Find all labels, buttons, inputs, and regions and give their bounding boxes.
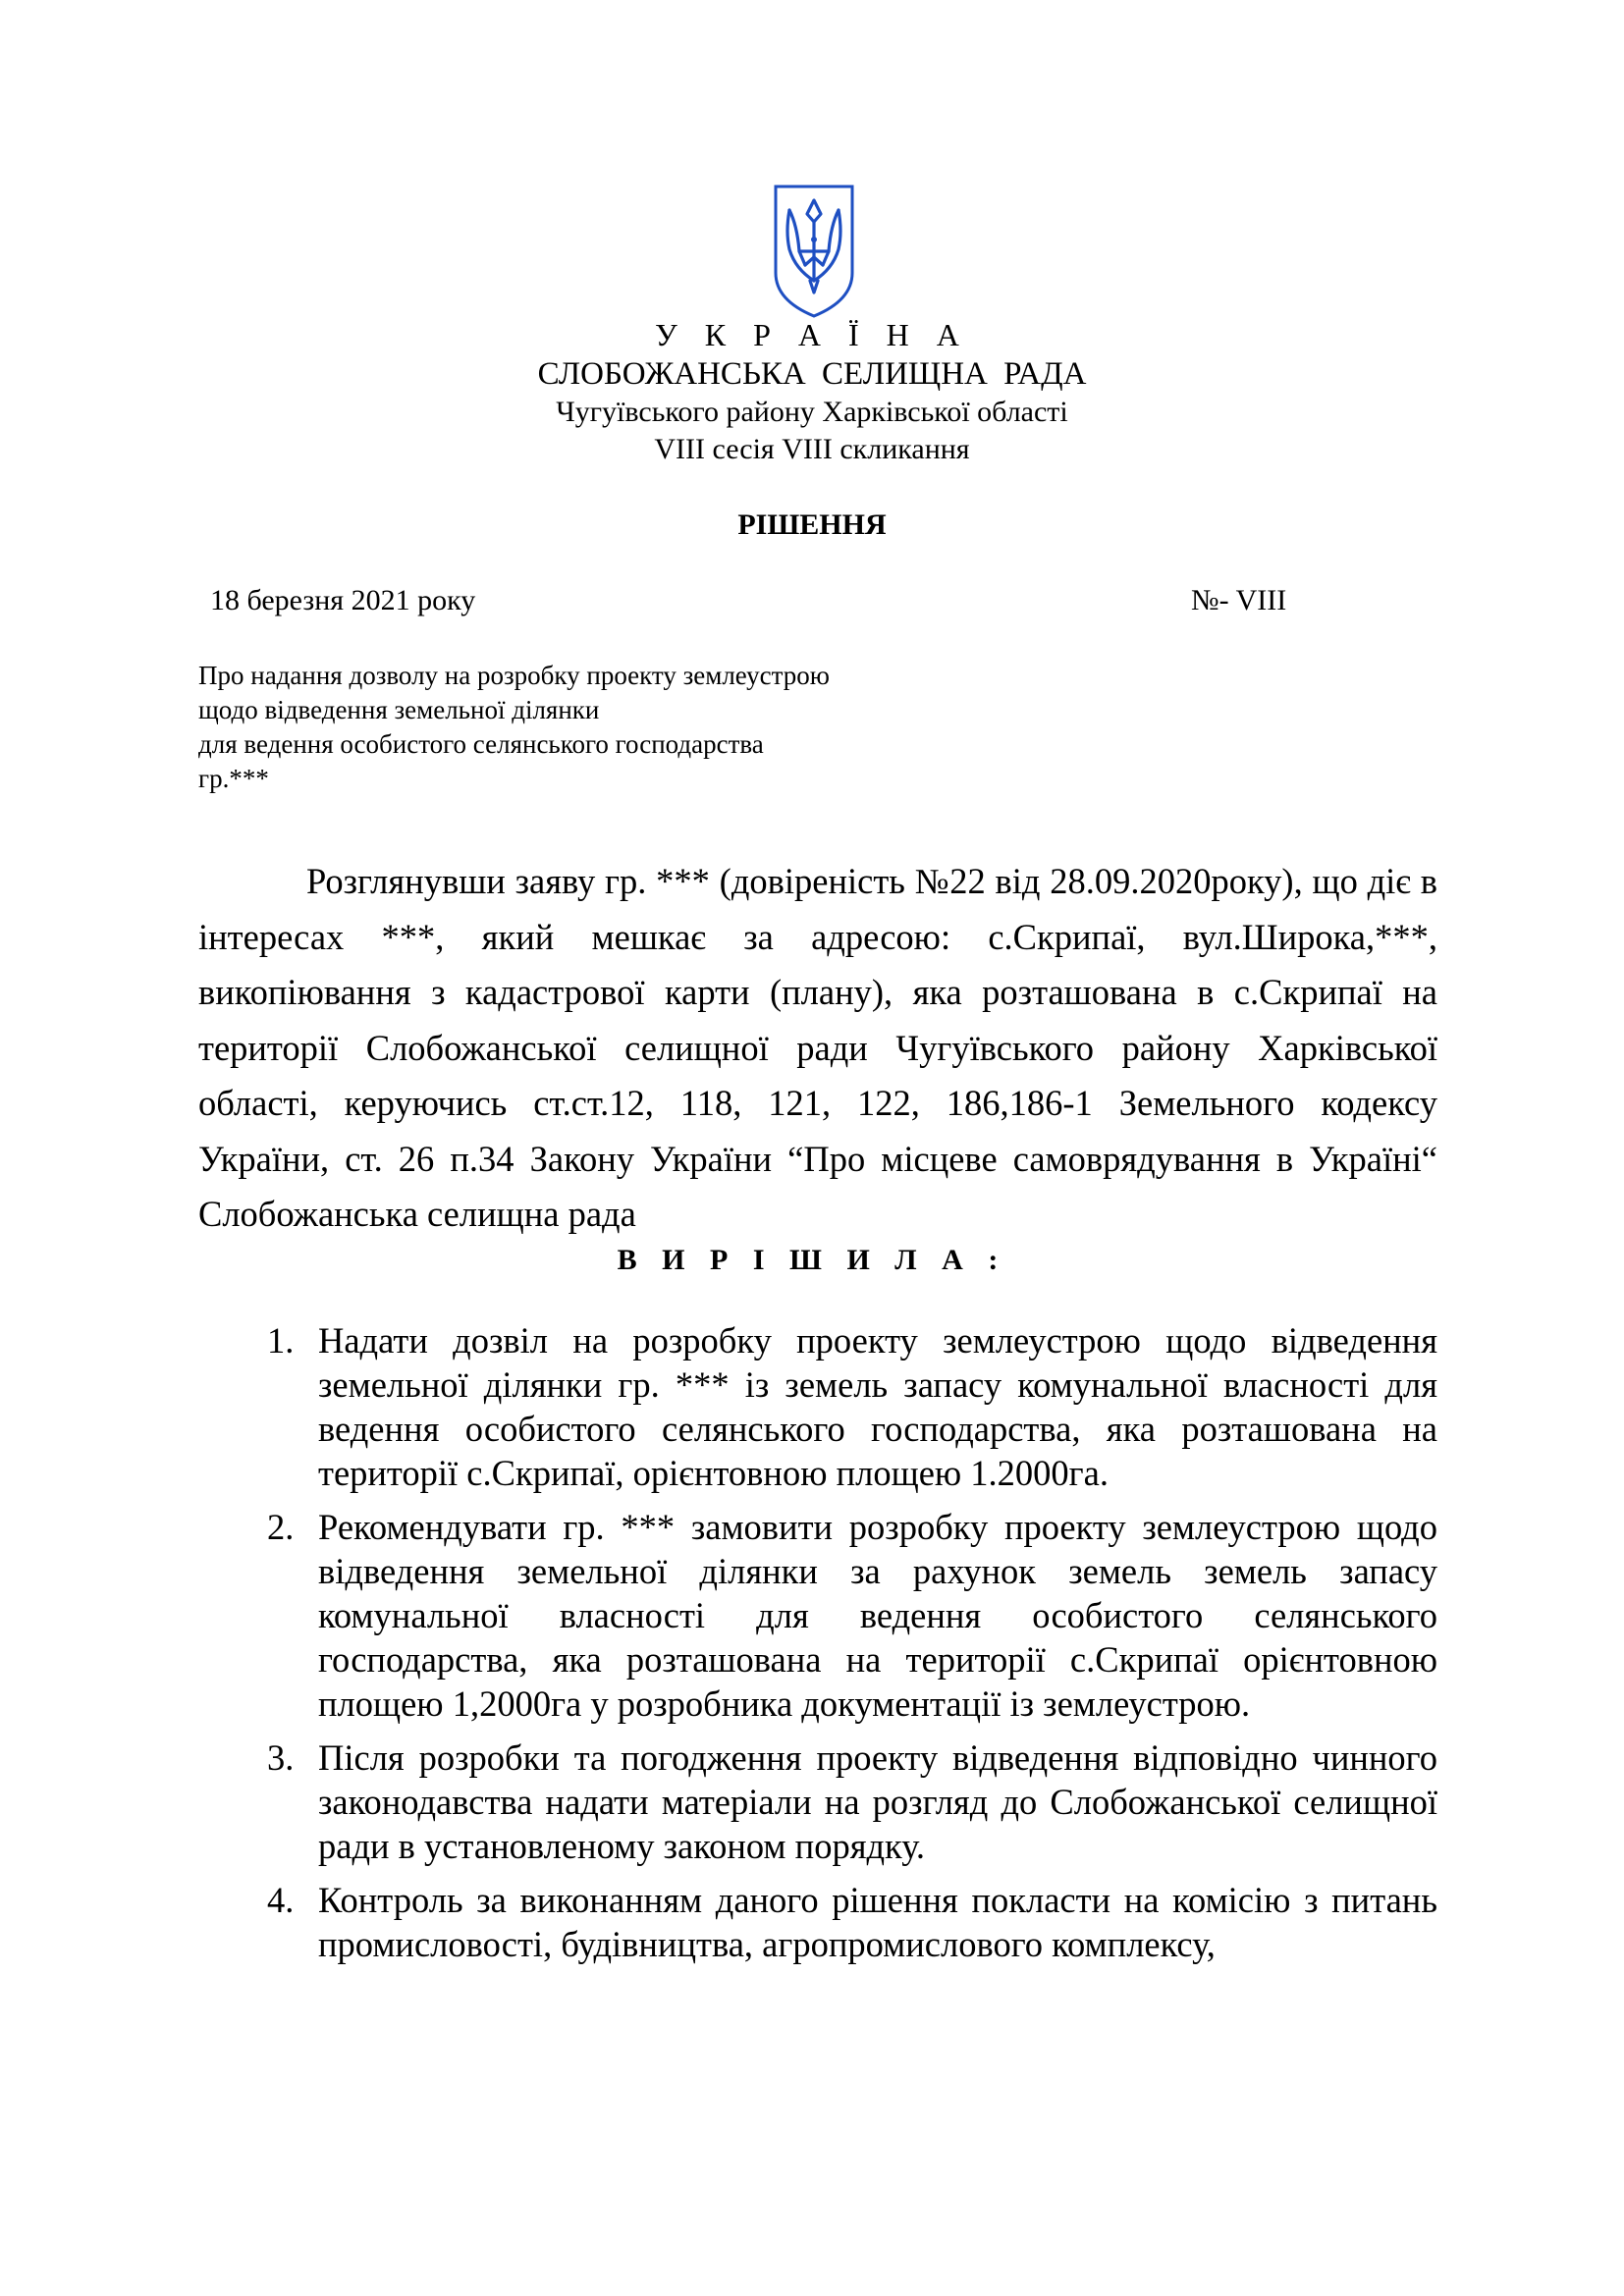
document-number: №- VIII (1191, 584, 1287, 616)
session-info: VIII сесія VIII скликання (654, 433, 970, 465)
item-text: Контроль за виконанням даного рішення покласти на комісію з питань промисловості, будівництва, агропромислового комплексу, (318, 1880, 1437, 1964)
preamble-paragraph: Розглянувши заяву гр. *** (довіреність №22 від 28.09.2020року), що діє в інтересах ***, який мешкає за адресою: с.Скрипаї, вул.Широка,***, викопіювання з кадастрової карти (плану), яка розташована в с.Скрипаї на території Слобожанської селищної ради Чугуївського району Харківської області, керуючись ст.ст.12, 118, 121, 122, 186,186-1 Земельного кодексу України, ст. 26 п.34 Закону України “Про місцеве самоврядування в Україні“ Слобожанська селищна рада (198, 861, 1437, 1234)
item-number: 4. (267, 1880, 295, 1920)
document-subject (198, 659, 830, 796)
decision-item (267, 1318, 1437, 1495)
decision-heading: В И Р І Ш И Л А : (617, 1244, 1007, 1276)
subject-line: щодо відведення земельної ділянки (198, 695, 600, 724)
decision-items-list (267, 1318, 1437, 1976)
document-type: РІШЕННЯ (737, 508, 887, 541)
coat-of-arms-emblem (770, 183, 858, 320)
district-name: Чугуївського району Харківської області (556, 396, 1068, 428)
item-number: 1. (267, 1320, 295, 1361)
decision-item (267, 1505, 1437, 1726)
item-number: 2. (267, 1507, 295, 1547)
subject-line: Про надання дозволу на розробку проекту землеустрою (198, 661, 830, 690)
decision-item (267, 1878, 1437, 1966)
item-text: Рекомендувати гр. *** замовити розробку проекту землеустрою щодо відведення земельної ділянки за рахунок земель земель запасу комунальної власності для ведення особистого селянського господарства, яка розташована на території с.Скрипаї орієнтовною площею 1,2000га у розробника документації із землеустрою. (318, 1507, 1437, 1724)
item-text: Після розробки та погодження проекту відведення відповідно чинного законодавства надати матеріали на розгляд до Слобожанської селищної ради в установленому законом порядку. (318, 1737, 1437, 1866)
document-date: 18 березня 2021 року (210, 584, 476, 616)
item-text: Надати дозвіл на розробку проекту землеустрою щодо відведення земельної ділянки гр. *** із земель запасу комунальної власності для ведення особистого селянського господарства, яка розташована на території с.Скрипаї, орієнтовною площею 1.2000га. (318, 1320, 1437, 1493)
council-name: СЛОБОЖАНСЬКА СЕЛИЩНА РАДА (537, 356, 1087, 392)
subject-line: гр.*** (198, 764, 269, 793)
subject-line: для ведення особистого селянського господарства (198, 729, 764, 759)
item-number: 3. (267, 1737, 295, 1778)
decision-item (267, 1735, 1437, 1868)
country-title: У К Р А Ї Н А (655, 317, 969, 352)
